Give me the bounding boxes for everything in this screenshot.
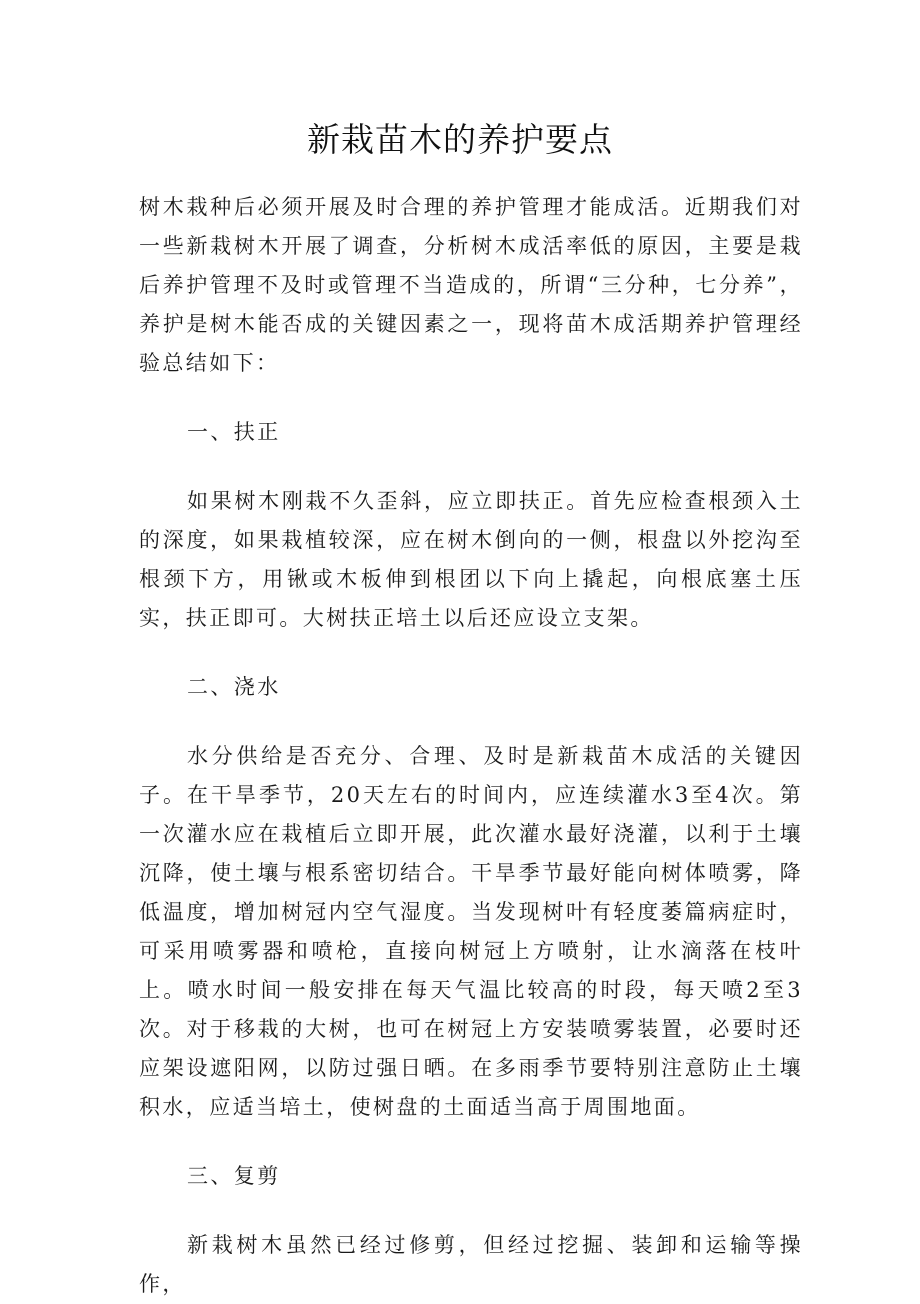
section-paragraph-watering: 水分供给是否充分、合理、及时是新栽苗木成活的关键因子。在干旱季节，20天左右的时间内，应连续灌水3至4次。第一次灌水应在栽植后立即开展，此次灌水最好浇灌，以利于土壤沉降，使土壤与根系密切结合。干旱季节最好能向树体喷雾，降低温度，增加树冠内空气湿度。当发现树叶有轻度萎篇病症时，可采用喷雾器和喷枪，直接向树冠上方喷射，让水滴落在枝叶上。喷水时间一般安排在每天气温比较高的时段，每天喷2至3次。对于移栽的大树，也可在树冠上方安装喷雾装置，必要时还应架设遮阳网，以防过强日晒。在多雨季节要特别注意防止土壤积水，应适当培土，使树盘的土面适当高于周围地面。 (139, 744, 803, 1119)
section-paragraph-repruning: 新栽树木虽然已经过修剪，但经过挖掘、装卸和运输等操作， (139, 1233, 803, 1296)
spacer (139, 707, 803, 737)
spacer (139, 452, 803, 482)
page-title: 新栽苗木的养护要点 (307, 120, 613, 159)
spacer (139, 1127, 803, 1157)
section-paragraph-straighten: 如果树木刚栽不久歪斜，应立即扶正。首先应检查根颈入土的深度，如果栽植较深，应在树木倒向的一侧，根盘以外挖沟至根颈下方，用锹或木板伸到根团以下向上撬起，向根底塞土压实，扶正即可。大树扶正培土以后还应设立支架。 (139, 489, 803, 630)
document-body (139, 188, 803, 1304)
section-heading-repruning: 三、复剪 (187, 1164, 281, 1188)
spacer (139, 383, 803, 413)
spacer (139, 638, 803, 668)
spacer (139, 1196, 803, 1226)
section-heading-straighten: 一、扶正 (187, 420, 281, 444)
section-heading-watering: 二、浇水 (187, 675, 281, 699)
intro-paragraph: 树木栽种后必须开展及时合理的养护管理才能成活。近期我们对一些新栽树木开展了调查，分析树木成活率低的原因，主要是栽后养护管理不及时或管理不当造成的，所谓“三分种，七分养”，养护是树木能否成的关键因素之一，现将苗木成活期养护管理经验总结如下： (139, 195, 803, 375)
